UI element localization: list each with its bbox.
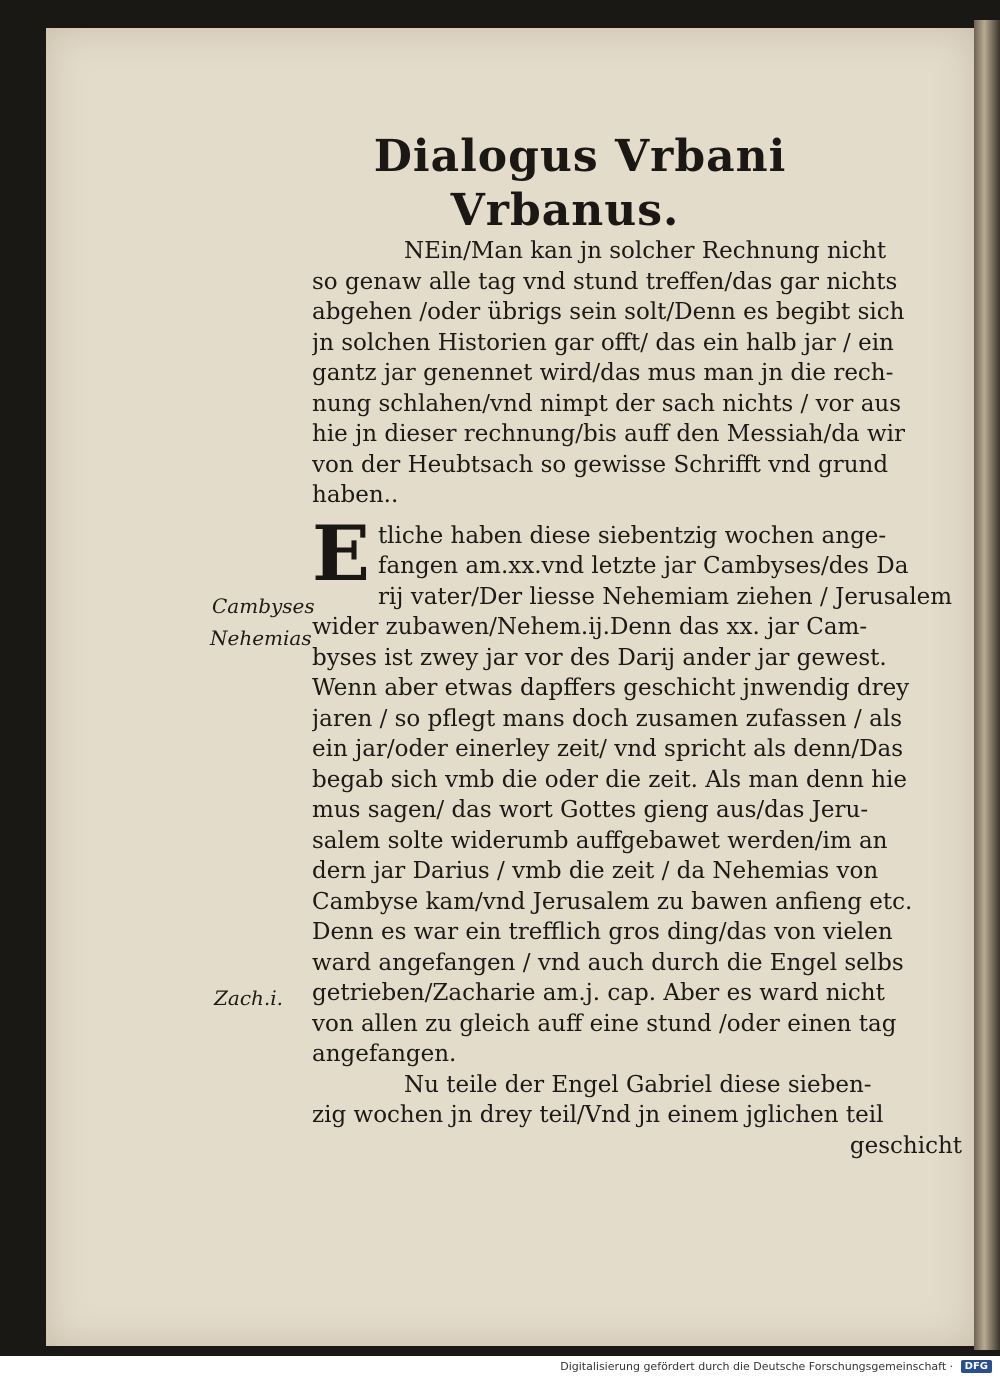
page-heading [300, 130, 860, 238]
text-line: jn solchen Historien gar offt/ das ein halb jar / ein [312, 329, 894, 356]
text-line: wider zubawen/Nehem.ij.Denn das xx. jar Cam- [312, 614, 868, 640]
text-line: begab sich vmb die oder die zeit. Als man denn hie [312, 766, 908, 793]
text-line: ward angefangen / vnd auch durch die Engel selbs [312, 949, 904, 976]
text-line: salem solte widerumb auffgebawet werden/im an [312, 827, 888, 854]
text-line: mus sagen/ das wort Gottes gieng aus/das Jeru- [312, 797, 869, 823]
text-line: NEin/Man kan jn solcher Rechnung nicht [404, 238, 887, 264]
text-line: hie jn dieser rechnung/bis auff den Messiah/da wir [312, 421, 905, 447]
text-line: tliche haben diese siebentzig wochen ange- [377, 522, 887, 549]
catchword: geschicht [849, 1132, 962, 1159]
footer-bar [0, 1356, 1000, 1377]
text-line: gantz jar genennet wird/das mus man jn die rech- [312, 360, 894, 386]
text-line: zig wochen jn drey teil/Vnd jn einem jglichen teil [312, 1102, 884, 1128]
text-line: rij vater/Der liesse Nehemiam ziehen / Jerusalem [377, 583, 953, 610]
text-line: Nu teile der Engel Gabriel diese sieben- [404, 1071, 872, 1098]
heading-line-1: Dialogus Vrbani [373, 131, 787, 182]
text-line: so genaw alle tag vnd stund treffen/das gar nichts [312, 268, 898, 295]
body-text [312, 236, 962, 1161]
text-line: von allen zu gleich auff eine stund /oder einen tag [312, 1010, 897, 1037]
text-line: haben.. [312, 482, 399, 508]
footer-credit: Digitalisierung gefördert durch die Deutsche Forschungsgemeinschaft [560, 1360, 947, 1373]
text-line: ein jar/oder einerley zeit/ vnd spricht als denn/Das [312, 736, 904, 762]
footer-separator: · [946, 1360, 957, 1373]
text-line: abgehen /oder übrigs sein solt/Denn es begibt sich [312, 299, 905, 325]
text-line: getrieben/Zacharie am.j. cap. Aber es ward nicht [312, 980, 885, 1006]
text-line: von der Heubtsach so gewisse Schrifft vnd grund [312, 451, 889, 478]
paragraph-2 [312, 508, 962, 1070]
margin-note-zach: Zach.i. [214, 986, 284, 1010]
text-line: Denn es war ein trefflich gros ding/das von vielen [312, 919, 893, 945]
margin-note-nehemias: Nehemias [210, 626, 312, 650]
margin-note-cambyses: Cambyses [212, 594, 315, 618]
text-line: Cambyse kam/vnd Jerusalem zu bawen anfieng etc. [312, 888, 913, 915]
text-line: Wenn aber etwas dapffers geschicht jnwendig drey [312, 675, 910, 701]
heading-line-2: Vrbanus. [450, 185, 680, 236]
text-line: angefangen. [312, 1041, 457, 1067]
text-line: dern jar Darius / vmb die zeit / da Nehemias von [312, 858, 879, 884]
text-line: jaren / so pflegt mans doch zusamen zufassen / als [312, 705, 902, 732]
paragraph-3 [312, 1070, 962, 1162]
book-spine-edge [974, 20, 1000, 1350]
dfg-logo: DFG [961, 1360, 992, 1373]
text-line: fangen am.xx.vnd letzte jar Cambyses/des Da [377, 553, 909, 579]
paragraph-1 [312, 236, 962, 511]
text-line: nung schlahen/vnd nimpt der sach nichts / vor aus [312, 390, 902, 417]
drop-cap: E [312, 508, 370, 598]
text-line: byses ist zwey jar vor des Darij ander jar gewest. [312, 644, 887, 671]
